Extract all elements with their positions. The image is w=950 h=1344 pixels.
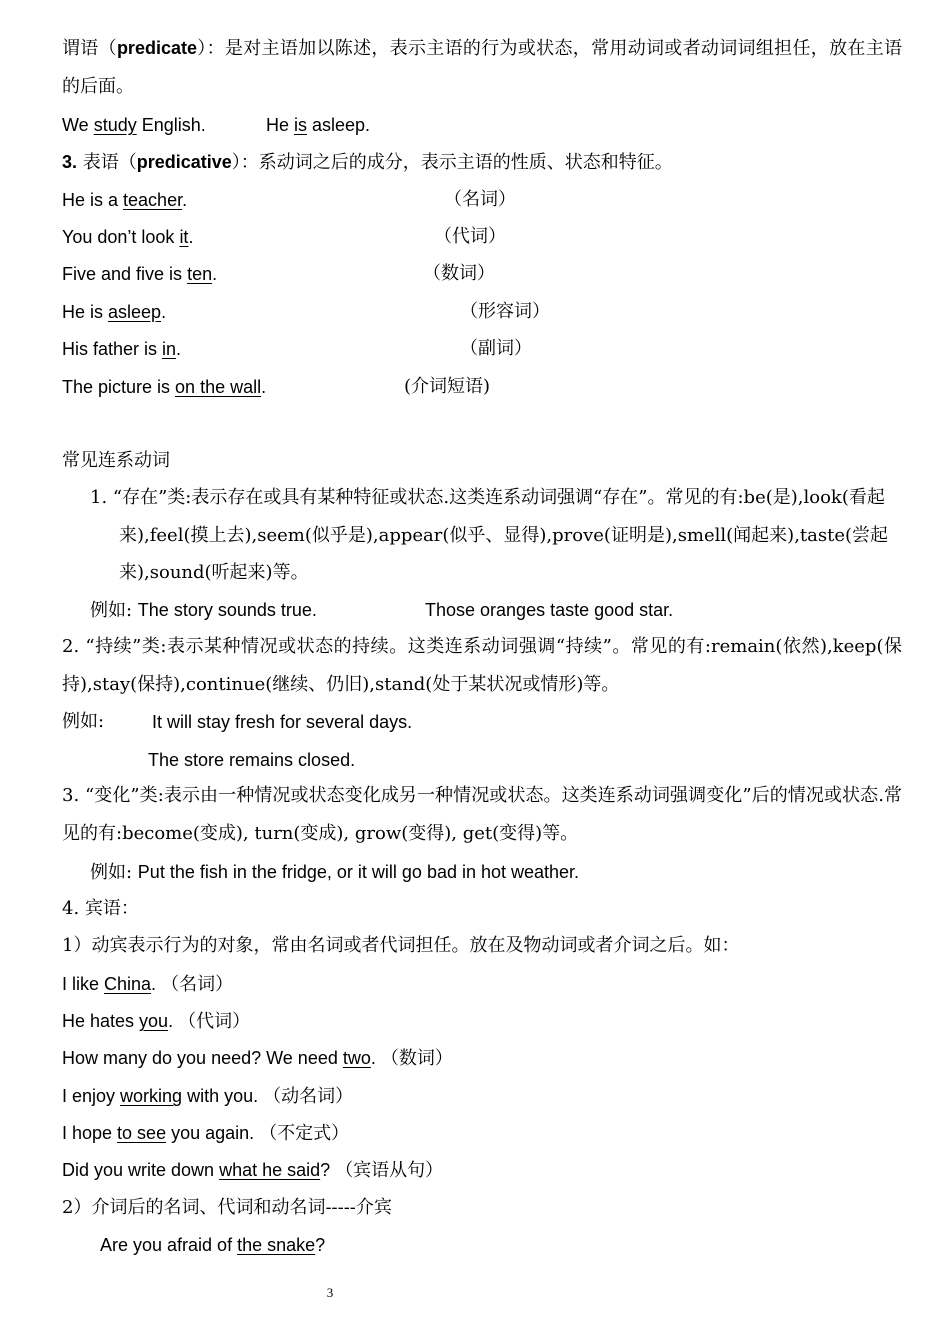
text: 谓语（ bbox=[62, 38, 117, 59]
underlined-word: asleep bbox=[108, 302, 162, 322]
text: . bbox=[261, 377, 267, 397]
text: Five and five is bbox=[62, 264, 188, 284]
obj-example bbox=[62, 1084, 353, 1109]
example-label: 例如: bbox=[62, 711, 105, 732]
example-label: 例如: bbox=[90, 600, 138, 621]
term-predicative: predicative bbox=[136, 152, 232, 172]
obj-example bbox=[62, 1009, 250, 1034]
underlined-word: teacher bbox=[123, 190, 183, 210]
obj-note: （宾语从句） bbox=[335, 1160, 444, 1181]
prep-object-definition: 2）介词后的名词、代词和动名词-----介宾 bbox=[62, 1197, 392, 1218]
obj-example bbox=[62, 972, 233, 997]
underlined-word: study bbox=[93, 115, 137, 135]
obj-example bbox=[62, 1046, 453, 1071]
pred-example bbox=[62, 300, 166, 324]
section-title: 常见连系动词 bbox=[62, 450, 170, 471]
example-line bbox=[90, 860, 579, 885]
prep-object-example bbox=[100, 1233, 325, 1257]
obj-note: （代词） bbox=[178, 1011, 251, 1032]
text: ? bbox=[320, 1160, 331, 1180]
example-line bbox=[90, 598, 317, 623]
underlined-word: you bbox=[139, 1011, 169, 1031]
underlined-word: ten bbox=[187, 264, 213, 284]
example-text: The store remains closed. bbox=[148, 750, 356, 770]
underlined-word: China bbox=[104, 974, 152, 994]
text: I like bbox=[62, 974, 105, 994]
text: ? bbox=[315, 1235, 326, 1255]
list-item-change: 3. “变化”类:表示由一种情况或状态变化成另一种情况或状态。这类连系动词强调变化”后的情况或状态.常见的有:become(变成), turn(变成), grow(变得), get(变得)等。 bbox=[62, 785, 902, 844]
text: He hates bbox=[62, 1011, 140, 1031]
example-2 bbox=[266, 113, 370, 137]
text: . bbox=[182, 190, 188, 210]
pred-example bbox=[62, 225, 193, 249]
term-predicate: predicate bbox=[116, 38, 197, 58]
text: . bbox=[168, 1011, 174, 1031]
pred-example bbox=[62, 337, 181, 361]
underlined-word: in bbox=[162, 339, 177, 359]
section-title: 4. 宾语： bbox=[62, 898, 139, 919]
object-definition: 1）动宾表示行为的对象，常由名词或者代词担任。放在及物动词或者介词之后。如： bbox=[62, 935, 740, 956]
section-number: 3. bbox=[62, 152, 78, 172]
text: ）：系动词之后的成分，表示主语的性质、状态和特征。 bbox=[231, 152, 673, 173]
pred-example bbox=[62, 262, 217, 286]
underlined-word: working bbox=[120, 1086, 183, 1106]
text: The picture is bbox=[62, 377, 176, 397]
page-number: 3 bbox=[326, 1285, 334, 1300]
pred-note: （名词） bbox=[444, 189, 516, 210]
text: Did you write down bbox=[62, 1160, 220, 1180]
example-line-2: Those oranges taste good star. bbox=[425, 600, 674, 620]
obj-note: （不定式） bbox=[259, 1123, 350, 1144]
pred-note: （代词） bbox=[434, 226, 506, 247]
pred-note: （形容词） bbox=[460, 301, 550, 322]
example-text: It will stay fresh for several days. bbox=[152, 712, 413, 732]
obj-note: （名词） bbox=[161, 974, 234, 995]
underlined-word: to see bbox=[117, 1123, 167, 1143]
text: . bbox=[161, 302, 167, 322]
text: He is bbox=[62, 302, 109, 322]
text: How many do you need? We need bbox=[62, 1048, 343, 1068]
text: 表语（ bbox=[77, 152, 137, 173]
text: You don’t look bbox=[62, 227, 180, 247]
text: We bbox=[62, 115, 94, 135]
pred-note: （数词） bbox=[423, 263, 495, 284]
underlined-word: two bbox=[342, 1048, 371, 1068]
example-1 bbox=[62, 115, 206, 135]
pred-example bbox=[62, 375, 266, 399]
text: . bbox=[370, 1048, 376, 1068]
text: with you. bbox=[182, 1086, 259, 1106]
underlined-word: is bbox=[294, 115, 308, 135]
text: He is a bbox=[62, 190, 124, 210]
text: asleep. bbox=[307, 115, 371, 135]
underlined-word: the snake bbox=[237, 1235, 316, 1255]
pred-example bbox=[62, 188, 187, 212]
text: He bbox=[266, 115, 295, 135]
obj-example bbox=[62, 1121, 349, 1146]
text: His father is bbox=[62, 339, 163, 359]
obj-note: （数词） bbox=[380, 1048, 453, 1069]
underlined-word: on the wall bbox=[175, 377, 262, 397]
text: . bbox=[151, 974, 157, 994]
predicate-definition bbox=[62, 30, 902, 105]
text: I enjoy bbox=[62, 1086, 121, 1106]
text: Are you afraid of bbox=[100, 1235, 238, 1255]
text: . bbox=[176, 339, 182, 359]
example-label: 例如: bbox=[90, 862, 138, 883]
text: The story sounds true. bbox=[137, 600, 317, 620]
text: English. bbox=[136, 115, 206, 135]
list-item-continuation: 2. “持续”类:表示某种情况或状态的持续。这类连系动词强调“持续”。常见的有:remain(依然),keep(保持),stay(保持),continue(继续、仍旧),stand(处于某状况或情形)等。 bbox=[62, 636, 902, 695]
text: you again. bbox=[166, 1123, 255, 1143]
list-item-existence: 1. “存在”类:表示存在或具有某种特征或状态.这类连系动词强调“存在”。常见的有:be(是),look(看起来),feel(摸上去),seem(似乎是),appear(似乎、显得),prove(证明是),smell(闻起来),taste(尝起来),sound(听起来)等。 bbox=[90, 487, 889, 583]
text: . bbox=[188, 227, 194, 247]
pred-note: （副词） bbox=[460, 338, 532, 359]
obj-example bbox=[62, 1158, 443, 1183]
example-row bbox=[62, 113, 206, 137]
obj-note: （动名词） bbox=[263, 1086, 354, 1107]
underlined-word: it bbox=[179, 227, 189, 247]
predicative-definition bbox=[62, 150, 673, 175]
text: . bbox=[212, 264, 218, 284]
pred-note: (介词短语) bbox=[404, 376, 491, 397]
text: I hope bbox=[62, 1123, 118, 1143]
underlined-word: what he said bbox=[219, 1160, 321, 1180]
text: ）：是对主语加以陈述，表示主语的行为或状态，常用动词或者动词词组担任，放在主语的后面。 bbox=[62, 38, 903, 97]
text: Put the fish in the fridge, or it will go bad in hot weather. bbox=[137, 862, 580, 882]
